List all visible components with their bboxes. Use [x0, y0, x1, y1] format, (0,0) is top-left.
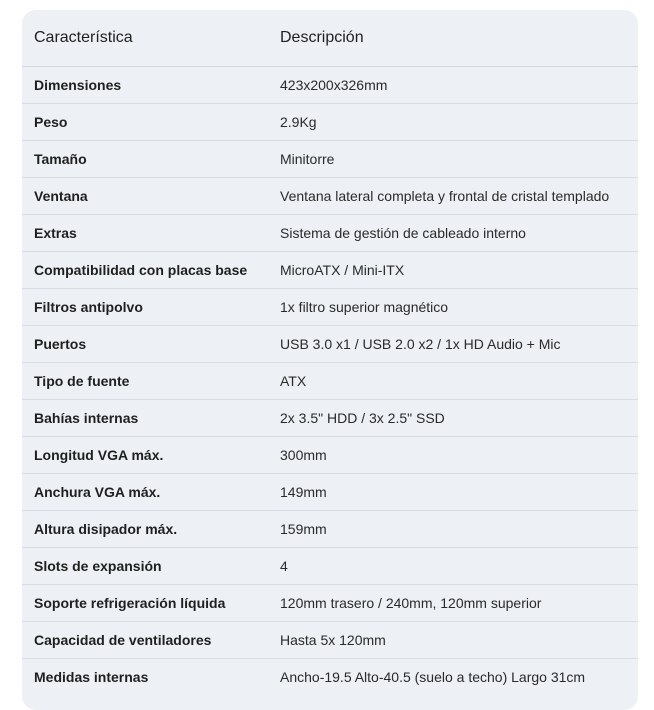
row-value: ATX: [268, 363, 638, 400]
row-feature: Puertos: [22, 326, 268, 363]
table-row: [22, 437, 638, 474]
table-row: [22, 326, 638, 363]
table-row: [22, 585, 638, 622]
specs-table-card: [22, 10, 638, 710]
row-value: 149mm: [268, 474, 638, 511]
row-feature: Ventana: [22, 178, 268, 215]
table-row: [22, 104, 638, 141]
table-row: [22, 400, 638, 437]
header-description: Descripción: [268, 10, 638, 67]
row-feature: Capacidad de ventiladores: [22, 622, 268, 659]
table-row: [22, 215, 638, 252]
row-value: MicroATX / Mini-ITX: [268, 252, 638, 289]
row-feature: Longitud VGA máx.: [22, 437, 268, 474]
table-row: [22, 548, 638, 585]
table-row: [22, 474, 638, 511]
row-value: 1x filtro superior magnético: [268, 289, 638, 326]
row-feature: Anchura VGA máx.: [22, 474, 268, 511]
table-row: [22, 141, 638, 178]
row-value: Ventana lateral completa y frontal de cristal templado: [268, 178, 638, 215]
specs-table: [22, 10, 638, 695]
table-row: [22, 622, 638, 659]
row-value: Sistema de gestión de cableado interno: [268, 215, 638, 252]
row-feature: Dimensiones: [22, 67, 268, 104]
row-feature: Tipo de fuente: [22, 363, 268, 400]
row-value: 2.9Kg: [268, 104, 638, 141]
row-feature: Compatibilidad con placas base: [22, 252, 268, 289]
table-row: [22, 363, 638, 400]
row-feature: Peso: [22, 104, 268, 141]
header-feature: Característica: [22, 10, 268, 67]
row-value: Ancho-19.5 Alto-40.5 (suelo a techo) Largo 31cm: [280, 669, 586, 685]
table-body: [22, 67, 638, 696]
row-value: 300mm: [268, 437, 638, 474]
row-value: Minitorre: [268, 141, 638, 178]
row-feature: Filtros antipolvo: [22, 289, 268, 326]
row-feature: Altura disipador máx.: [22, 511, 268, 548]
row-value: 2x 3.5" HDD / 3x 2.5" SSD: [268, 400, 638, 437]
row-feature: Tamaño: [22, 141, 268, 178]
table-header-row: [22, 10, 638, 67]
row-value: 159mm: [268, 511, 638, 548]
row-value: 4: [268, 548, 638, 585]
row-feature: Extras: [22, 215, 268, 252]
row-value: 423x200x326mm: [268, 67, 638, 104]
table-row: [22, 67, 638, 104]
table-row: [22, 511, 638, 548]
table-row: [22, 252, 638, 289]
row-feature: Soporte refrigeración líquida: [22, 585, 268, 622]
row-value: Hasta 5x 120mm: [268, 622, 638, 659]
table-row: [22, 289, 638, 326]
row-feature: Medidas internas: [34, 669, 149, 685]
table-row: [22, 178, 638, 215]
row-feature: Slots de expansión: [22, 548, 268, 585]
row-value: 120mm trasero / 240mm, 120mm superior: [268, 585, 638, 622]
row-value: USB 3.0 x1 / USB 2.0 x2 / 1x HD Audio + Mic: [268, 326, 638, 363]
row-feature: Bahías internas: [22, 400, 268, 437]
table-row: [22, 659, 638, 696]
